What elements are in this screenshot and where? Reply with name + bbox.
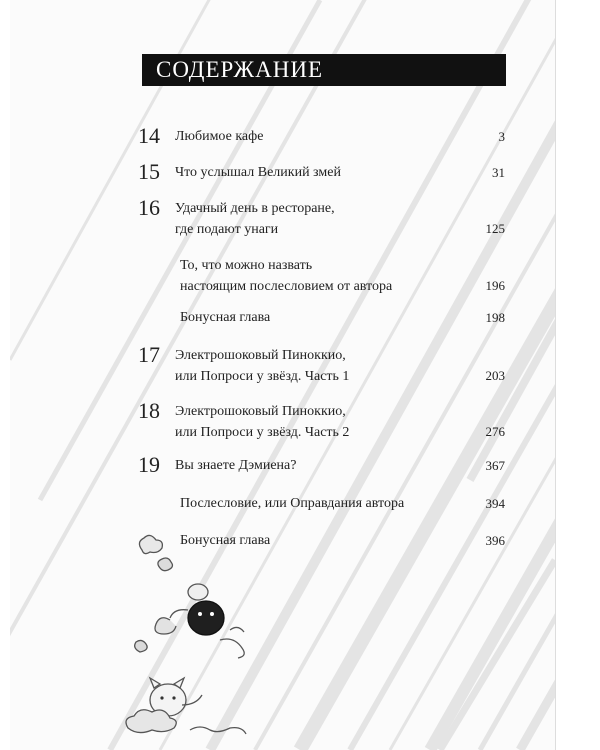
page-number: 203 — [485, 368, 505, 383]
chapter-title-line-1: Электрошоковый Пиноккио, — [175, 348, 346, 363]
chapter-number: 16 — [138, 195, 160, 220]
page-number: 196 — [485, 278, 505, 293]
section-title: Послесловие, или Оправдания автора — [180, 496, 405, 511]
page-number: 125 — [485, 221, 505, 236]
chapter-title: Любимое кафе — [175, 129, 264, 144]
page-number: 367 — [485, 458, 505, 473]
section-title: Бонусная глава — [180, 533, 271, 548]
chapter-number: 19 — [138, 452, 160, 477]
chapter-title-line-2: или Попроси у звёзд. Часть 1 — [175, 369, 350, 384]
page-number: 394 — [485, 496, 505, 511]
chapter-number: 15 — [138, 159, 160, 184]
book-page — [10, 0, 555, 750]
page-number: 396 — [485, 533, 505, 548]
chapter-number: 14 — [138, 123, 160, 148]
chapter-title-line-2: где подают унаги — [175, 222, 279, 237]
chapter-number: 18 — [138, 398, 160, 423]
page-number: 276 — [485, 424, 505, 439]
contents-header — [142, 54, 506, 86]
section-title-line-1: То, что можно назвать — [180, 258, 313, 273]
section-title: Бонусная глава — [180, 310, 271, 325]
section-title-line-2: настоящим послесловием от автора — [180, 279, 393, 294]
chapter-title: Что услышал Великий змей — [175, 165, 341, 180]
page-number: 31 — [492, 165, 505, 180]
page-number: 3 — [498, 129, 505, 144]
mascot-illustration — [120, 530, 260, 750]
chapter-title: Вы знаете Дэмиена? — [175, 458, 297, 473]
page-number: 198 — [485, 310, 505, 325]
chapter-title-line-1: Электрошоковый Пиноккио, — [175, 404, 346, 419]
chapter-title-line-1: Удачный день в ресторане, — [175, 201, 335, 216]
chapter-title-line-2: или Попроси у звёзд. Часть 2 — [175, 425, 350, 440]
contents-title: СОДЕРЖАНИЕ — [156, 57, 324, 82]
chapter-number: 17 — [138, 342, 160, 367]
